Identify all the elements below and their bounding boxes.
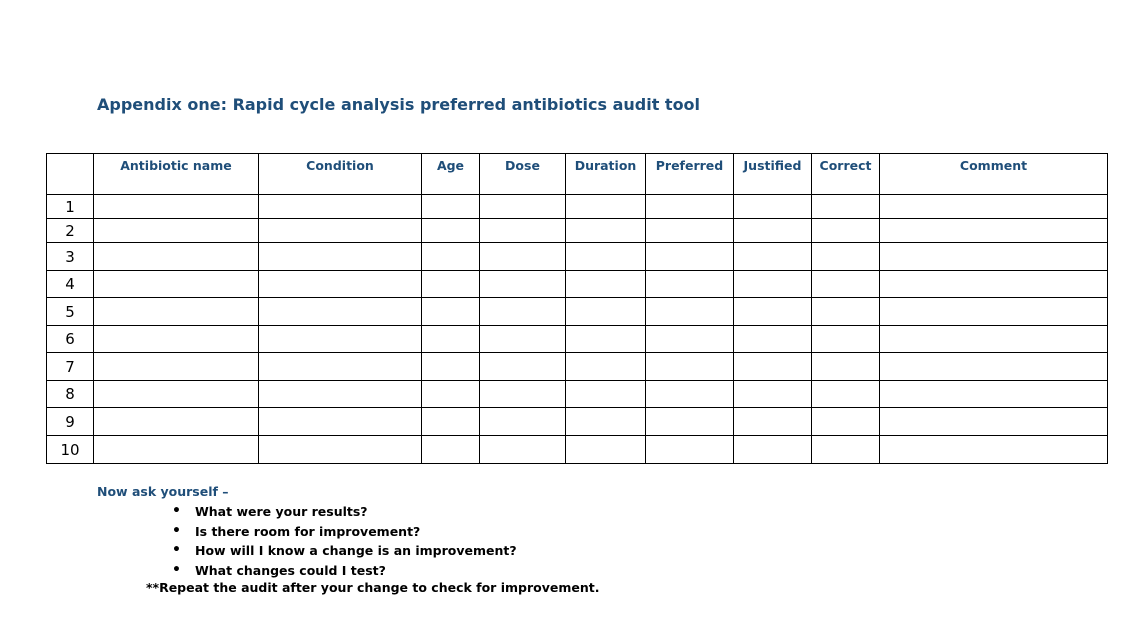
table-cell[interactable] — [259, 353, 422, 381]
list-item — [172, 561, 517, 582]
table-cell[interactable] — [480, 271, 566, 298]
table-cell[interactable] — [566, 326, 646, 353]
table-cell[interactable] — [646, 271, 734, 298]
header-preferred: Preferred — [646, 154, 734, 195]
table-cell[interactable] — [566, 353, 646, 381]
question-text: What were your results? — [195, 504, 368, 519]
table-cell[interactable] — [94, 195, 259, 219]
header-antibiotic-name: Antibiotic name — [94, 154, 259, 195]
table-cell[interactable] — [646, 381, 734, 408]
bullet-icon: • — [172, 522, 181, 539]
table-row — [47, 436, 1108, 464]
table-cell[interactable] — [422, 408, 480, 436]
header-justified: Justified — [734, 154, 812, 195]
header-correct: Correct — [812, 154, 880, 195]
row-number: 6 — [47, 326, 94, 353]
table-row — [47, 381, 1108, 408]
table-cell[interactable] — [812, 298, 880, 326]
table-cell[interactable] — [480, 326, 566, 353]
table-cell[interactable] — [734, 219, 812, 243]
table-cell[interactable] — [880, 381, 1108, 408]
table-cell[interactable] — [259, 408, 422, 436]
row-number: 8 — [47, 381, 94, 408]
table-cell[interactable] — [566, 436, 646, 464]
table-cell[interactable] — [566, 243, 646, 271]
table-row — [47, 353, 1108, 381]
table-cell[interactable] — [646, 243, 734, 271]
table-cell[interactable] — [734, 271, 812, 298]
header-condition: Condition — [259, 154, 422, 195]
header-duration: Duration — [566, 154, 646, 195]
table-cell[interactable] — [480, 195, 566, 219]
table-row — [47, 243, 1108, 271]
table-cell[interactable] — [566, 195, 646, 219]
table-cell[interactable] — [422, 353, 480, 381]
table-cell[interactable] — [422, 219, 480, 243]
table-cell[interactable] — [94, 381, 259, 408]
table-cell[interactable] — [880, 271, 1108, 298]
bullet-icon: • — [172, 561, 181, 578]
table-cell[interactable] — [646, 436, 734, 464]
table-cell[interactable] — [812, 436, 880, 464]
row-number: 10 — [47, 436, 94, 464]
table-cell[interactable] — [734, 195, 812, 219]
table-cell[interactable] — [812, 353, 880, 381]
table-cell[interactable] — [259, 326, 422, 353]
table-cell[interactable] — [734, 381, 812, 408]
table-cell[interactable] — [94, 436, 259, 464]
table-cell[interactable] — [566, 381, 646, 408]
list-item — [172, 522, 517, 543]
repeat-audit-note: **Repeat the audit after your change to check for improvement. — [146, 580, 600, 595]
table-cell[interactable] — [812, 326, 880, 353]
table-cell[interactable] — [880, 219, 1108, 243]
table-row — [47, 408, 1108, 436]
table-cell[interactable] — [480, 436, 566, 464]
row-number: 7 — [47, 353, 94, 381]
table-cell[interactable] — [94, 298, 259, 326]
table-cell[interactable] — [94, 353, 259, 381]
table-cell[interactable] — [422, 298, 480, 326]
table-cell[interactable] — [812, 271, 880, 298]
audit-table — [46, 153, 1108, 464]
table-cell[interactable] — [812, 243, 880, 271]
table-row — [47, 326, 1108, 353]
table-cell[interactable] — [734, 243, 812, 271]
header-comment: Comment — [880, 154, 1108, 195]
table-cell[interactable] — [646, 195, 734, 219]
table-cell[interactable] — [880, 298, 1108, 326]
table-cell[interactable] — [646, 298, 734, 326]
table-cell[interactable] — [880, 326, 1108, 353]
table-cell[interactable] — [480, 381, 566, 408]
table-cell[interactable] — [646, 353, 734, 381]
table-cell[interactable] — [812, 408, 880, 436]
table-cell[interactable] — [422, 243, 480, 271]
page-title: Appendix one: Rapid cycle analysis preferred antibiotics audit tool — [97, 95, 701, 114]
table-row — [47, 195, 1108, 219]
table-cell[interactable] — [259, 436, 422, 464]
table-cell[interactable] — [734, 436, 812, 464]
row-number: 9 — [47, 408, 94, 436]
bullet-icon: • — [172, 503, 181, 519]
row-number: 4 — [47, 271, 94, 298]
table-cell[interactable] — [480, 219, 566, 243]
header-number — [47, 154, 94, 195]
table-cell[interactable] — [480, 298, 566, 326]
table-cell[interactable] — [94, 219, 259, 243]
list-item — [172, 503, 517, 523]
table-cell[interactable] — [812, 195, 880, 219]
table-header-row — [47, 154, 1108, 195]
table-cell[interactable] — [880, 353, 1108, 381]
table-cell[interactable] — [422, 381, 480, 408]
table-cell[interactable] — [259, 243, 422, 271]
table-cell[interactable] — [94, 243, 259, 271]
table-cell[interactable] — [480, 408, 566, 436]
table-cell[interactable] — [480, 243, 566, 271]
table-cell[interactable] — [734, 408, 812, 436]
table-cell[interactable] — [259, 298, 422, 326]
table-cell[interactable] — [480, 353, 566, 381]
table-cell[interactable] — [812, 219, 880, 243]
table-cell[interactable] — [646, 408, 734, 436]
table-cell[interactable] — [566, 408, 646, 436]
question-text: How will I know a change is an improvement? — [195, 543, 517, 558]
ask-yourself-heading: Now ask yourself – — [97, 484, 229, 499]
table-cell[interactable] — [812, 381, 880, 408]
table-cell[interactable] — [566, 298, 646, 326]
table-cell[interactable] — [94, 326, 259, 353]
table-cell[interactable] — [880, 436, 1108, 464]
table-row — [47, 219, 1108, 243]
table-row — [47, 271, 1108, 298]
questions-list — [172, 503, 517, 581]
table-cell[interactable] — [94, 408, 259, 436]
bullet-icon: • — [172, 542, 181, 558]
row-number: 5 — [47, 298, 94, 326]
table-cell[interactable] — [734, 353, 812, 381]
table-cell[interactable] — [94, 271, 259, 298]
table-cell[interactable] — [734, 298, 812, 326]
table-cell[interactable] — [734, 326, 812, 353]
list-item — [172, 542, 517, 562]
table-cell[interactable] — [422, 326, 480, 353]
table-cell[interactable] — [646, 219, 734, 243]
table-cell[interactable] — [422, 195, 480, 219]
table-cell[interactable] — [422, 271, 480, 298]
row-number: 2 — [47, 219, 94, 243]
table-cell[interactable] — [566, 271, 646, 298]
table-cell[interactable] — [880, 408, 1108, 436]
question-text: What changes could I test? — [195, 562, 386, 578]
table-cell[interactable] — [422, 436, 480, 464]
table-cell[interactable] — [566, 219, 646, 243]
table-cell[interactable] — [259, 381, 422, 408]
table-cell[interactable] — [646, 326, 734, 353]
row-number: 1 — [47, 195, 94, 219]
table-row — [47, 298, 1108, 326]
row-number: 3 — [47, 243, 94, 271]
table-cell[interactable] — [259, 219, 422, 243]
table-cell[interactable] — [259, 195, 422, 219]
table-cell[interactable] — [880, 243, 1108, 271]
question-text: Is there room for improvement? — [195, 523, 421, 539]
header-age: Age — [422, 154, 480, 195]
header-dose: Dose — [480, 154, 566, 195]
table-cell[interactable] — [880, 195, 1108, 219]
table-cell[interactable] — [259, 271, 422, 298]
